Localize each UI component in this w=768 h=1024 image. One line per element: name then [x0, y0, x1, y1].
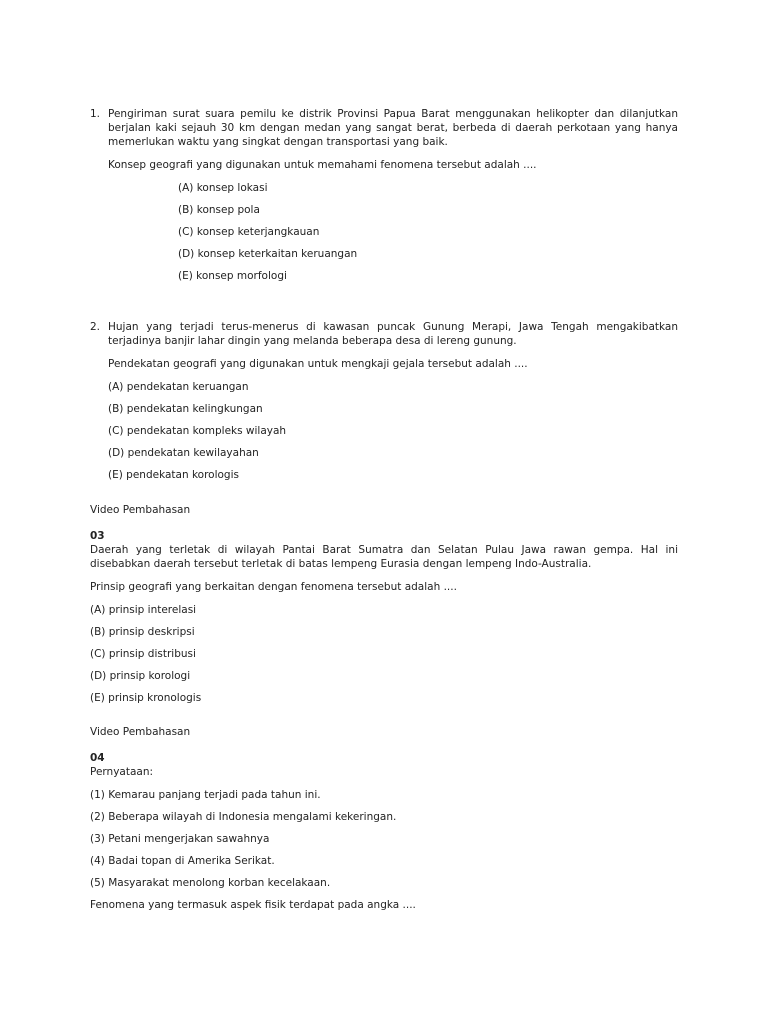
question-text: Pengiriman surat suara pemilu ke distrik Provinsi Papua Barat menggunakan helikopter dan dilanjutkan berjalan kaki sejauh 30 km dengan medan yang sangat berat, berbeda di daerah perkotaan yang hanya memerlukan waktu yang singkat dengan transportasi yang baik.	[108, 108, 678, 148]
question-number: 04	[90, 752, 105, 764]
statement-1: (1) Kemarau panjang terjadi pada tahun ini.	[90, 789, 321, 801]
option-b: (B) pendekatan kelingkungan	[108, 403, 263, 415]
video-link[interactable]: Video Pembahasan	[90, 726, 191, 738]
option-b: (B) konsep pola	[178, 204, 260, 216]
question-prompt: Prinsip geografi yang berkaitan dengan fenomena tersebut adalah ....	[90, 581, 457, 593]
option-c: (C) pendekatan kompleks wilayah	[108, 425, 287, 437]
question-4	[90, 725, 678, 912]
question-prompt: Pendekatan geografi yang digunakan untuk mengkaji gejala tersebut adalah ....	[108, 358, 528, 370]
statement-4: (4) Badai topan di Amerika Serikat.	[90, 855, 275, 867]
option-list	[90, 603, 678, 705]
statement-list	[90, 788, 678, 890]
option-a: (A) konsep lokasi	[178, 182, 268, 194]
option-e: (E) pendekatan korologis	[108, 469, 239, 481]
question-prompt: Fenomena yang termasuk aspek fisik terdapat pada angka ....	[90, 899, 416, 911]
option-e: (E) konsep morfologi	[178, 270, 287, 282]
option-list	[108, 380, 678, 482]
video-link[interactable]: Video Pembahasan	[90, 504, 191, 516]
question-prompt: Konsep geografi yang digunakan untuk memahami fenomena tersebut adalah ....	[108, 159, 537, 171]
statement-2: (2) Beberapa wilayah di Indonesia mengalami kekeringan.	[90, 811, 397, 823]
option-d: (D) pendekatan kewilayahan	[108, 447, 259, 459]
option-e: (E) prinsip kronologis	[90, 692, 202, 704]
question-number: 1.	[90, 108, 101, 120]
statement-intro: Pernyataan:	[90, 766, 154, 778]
option-a: (A) prinsip interelasi	[90, 604, 197, 616]
statement-3: (3) Petani mengerjakan sawahnya	[90, 833, 270, 845]
option-d: (D) prinsip korologi	[90, 670, 191, 682]
option-a: (A) pendekatan keruangan	[108, 381, 249, 393]
question-1	[90, 107, 678, 291]
question-2	[90, 320, 678, 490]
question-3	[90, 503, 678, 713]
option-c: (C) konsep keterjangkauan	[178, 226, 320, 238]
option-list	[178, 181, 678, 283]
question-text: Daerah yang terletak di wilayah Pantai Barat Sumatra dan Selatan Pulau Jawa rawan gempa. Hal ini disebabkan daerah tersebut terletak di batas lempeng Eurasia dengan lempeng Indo-Australia.	[90, 544, 678, 570]
question-text: Hujan yang terjadi terus-menerus di kawasan puncak Gunung Merapi, Jawa Tengah mengakibatkan terjadinya banjir lahar dingin yang melanda beberapa desa di lereng gunung.	[108, 321, 678, 347]
option-b: (B) prinsip deskripsi	[90, 626, 195, 638]
question-number: 2.	[90, 321, 101, 333]
statement-5: (5) Masyarakat menolong korban kecelakaan.	[90, 877, 331, 889]
question-number: 03	[90, 530, 105, 542]
option-c: (C) prinsip distribusi	[90, 648, 196, 660]
option-d: (D) konsep keterkaitan keruangan	[178, 248, 358, 260]
